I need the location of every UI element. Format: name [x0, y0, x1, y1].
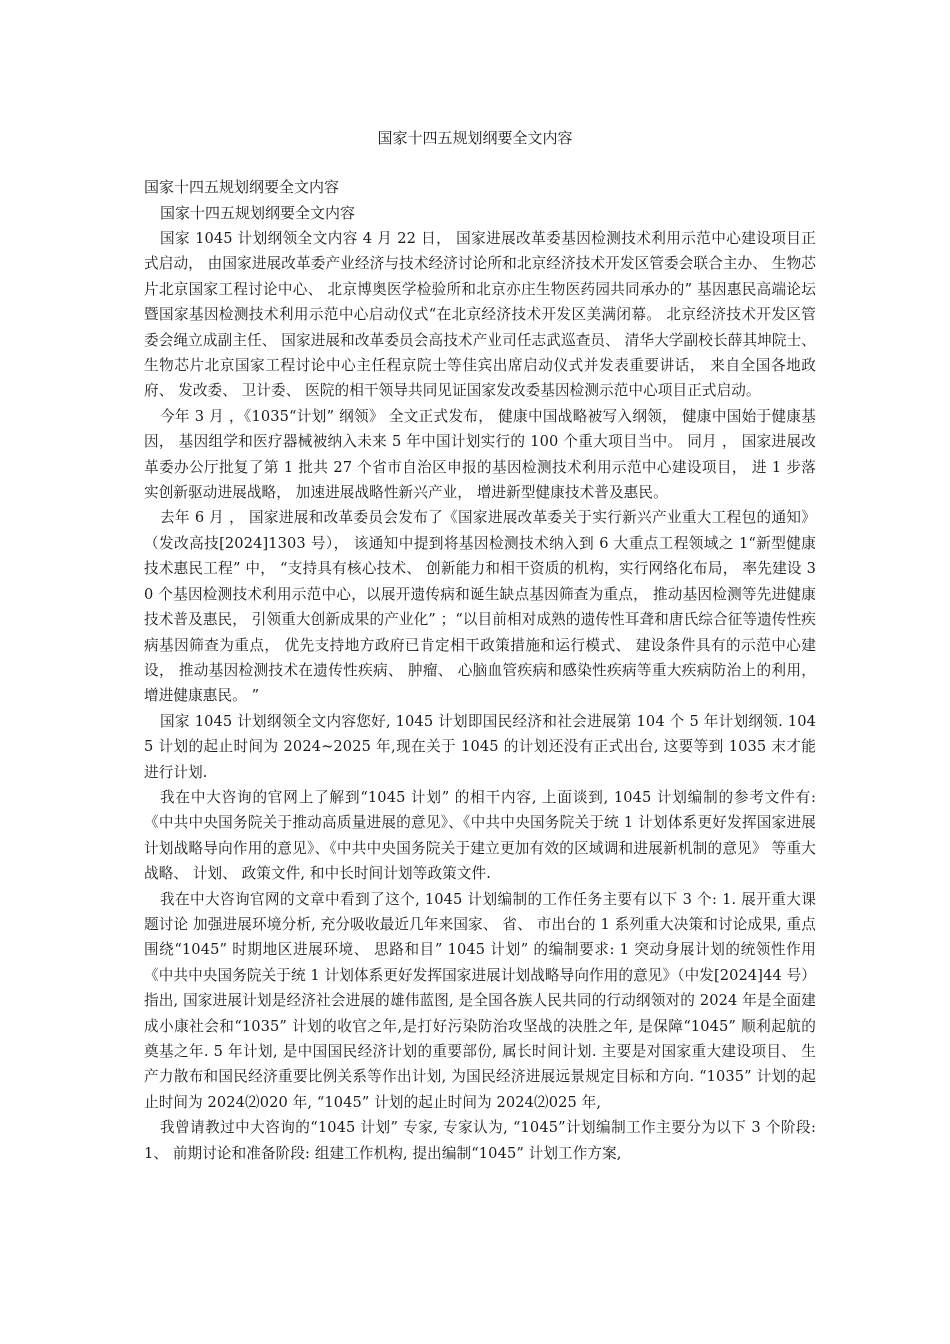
paragraph: 国家 1045 计划纲领全文内容 4 月 22 日， 国家进展改革委基因检测技术利用示范中心建设项目正式启动， 由国家进展改革委产业经济与技术经济讨论所和北京经济技术开发区管委会联合主办、 生物芯片北京国家工程讨论中心、 北京博奥医学检验所和北京亦庄生物医药园共同承办的” 基因惠民高端论坛暨国家基因检测技术利用示范中心启动仪式“在北京经济技术开发区美满闭幕。 北京经济技术开发区管委会绳立成副主任、 国家进展和改革委员会高技术产业司任志武巡查员、 清华大学副校长薛其坤院士、 生物芯片北京国家工程讨论中心主任程京院士等佳宾出席启动仪式并发表重要讲话， 来自全国各地政府、 发改委、 卫计委、 医院的相干领导共同见证国家发改委基因检测示范中心项目正式启动。	[144, 230, 816, 400]
document-title: 国家十四五规划纲要全文内容	[377, 129, 573, 147]
document-body	[144, 226, 816, 1166]
paragraph: 今年 3 月 ，《1035“计划” 纲领》 全文正式发布， 健康中国战略被写入纲领， 健康中国始于健康基因， 基因组学和医疗器械被纳入未来 5 年中国计划实行的 100 个重大项目当中。 同月 ， 国家进展改革委办公厅批复了第 1 批共 27 个省市自治区申报的基因检测技术利用示范中心建设项目， 进 1 步落实创新驱动进展战略， 加速进展战略性新兴产业， 增进新型健康技术普及惠民。	[144, 407, 816, 502]
document-subtitle: 国家十四五规划纲要全文内容	[144, 178, 340, 196]
document-subtitle-indented: 国家十四五规划纲要全文内容	[160, 204, 356, 222]
paragraph: 我曾请教过中大咨询的“1045 计划” 专家, 专家认为, “1045”计划编制工作主要分为以下 3 个阶段: 1、 前期讨论和准备阶段: 组建工作机构, 提出编制“1045” 计划工作方案,	[144, 1119, 816, 1162]
paragraph: 去年 6 月 ， 国家进展和改革委员会发布了《国家进展改革委关于实行新兴产业重大工程包的通知》（发改高技[2024]1303 号）， 该通知中提到将基因检测技术纳入到 6 大重点工程领域之 1“新型健康技术惠民工程” 中， “支持具有核心技术、 创新能力和相干资质的机构，实行网络化布局， 率先建设 30 个基因检测技术利用示范中心，以展开遗传病和诞生缺点基因筛查为重点， 推动基因检测等先进健康技术普及惠民， 引领重大创新成果的产业化” ；“以目前相对成熟的遗传性耳聋和唐氏综合征等遗传性疾病基因筛查为重点， 优先支持地方政府已肯定相干政策措施和运行模式、 建设条件具有的示范中心建设， 推动基因检测技术在遗传性疾病、 肿瘤、 心脑血管疾病和感染性疾病等重大疾病防治上的利用， 增进健康惠民。 ”	[144, 509, 816, 705]
paragraph: 我在中大咨询官网的文章中看到了这个, 1045 计划编制的工作任务主要有以下 3 个: 1. 展开重大课题讨论 加强进展环境分析, 充分吸收最近几年来国家、 省、 市出台的 1 系列重大决策和讨论成果, 重点围绕“1045” 时期地区进展环境、 思路和目” 1045 计划” 的编制要求: 1 突动身展计划的统领性作用 《中共中央国务院关于统 1 计划体系更好发挥国家进展计划战略导向作用的意见》（中发[2024]44 号）指出, 国家进展计划是经济社会进展的雄伟蓝图, 是全国各族人民共同的行动纲领对的 2024 年是全面建成小康社会和“1035” 计划的收官之年,是打好污染防治攻坚战的决胜之年, 是保障“1045” 顺利起航的奠基之年. 5 年计划, 是中国国民经济计划的重要部份, 属长时间计划. 主要是对国家重大建设项目、 生产力散布和国民经济重要比例关系等作出计划, 为国民经济进展远景规定目标和方向. “1035” 计划的起止时间为 2024⑵020 年, “1045” 计划的起止时间为 2024⑵025 年,	[144, 890, 816, 1111]
paragraph: 国家 1045 计划纲领全文内容您好, 1045 计划即国民经济和社会进展第 104 个 5 年计划纲领. 1045 计划的起止时间为 2024~2025 年,现在关于 1045 的计划还没有正式出台, 这要等到 1035 末才能进行计划.	[144, 712, 816, 781]
paragraph: 我在中大咨询的官网上了解到“1045 计划” 的相干内容, 上面谈到, 1045 计划编制的参考文件有: 《中共中央国务院关于推动高质量进展的意见》、《中共中央国务院关于统 1 计划体系更好发挥国家进展计划战略导向作用的意见》、《中共中央国务院关于建立更加有效的区域调和进展新机制的意见》 等重大战略、 计划、 政策文件, 和中长时间计划等政策文件.	[144, 788, 816, 883]
